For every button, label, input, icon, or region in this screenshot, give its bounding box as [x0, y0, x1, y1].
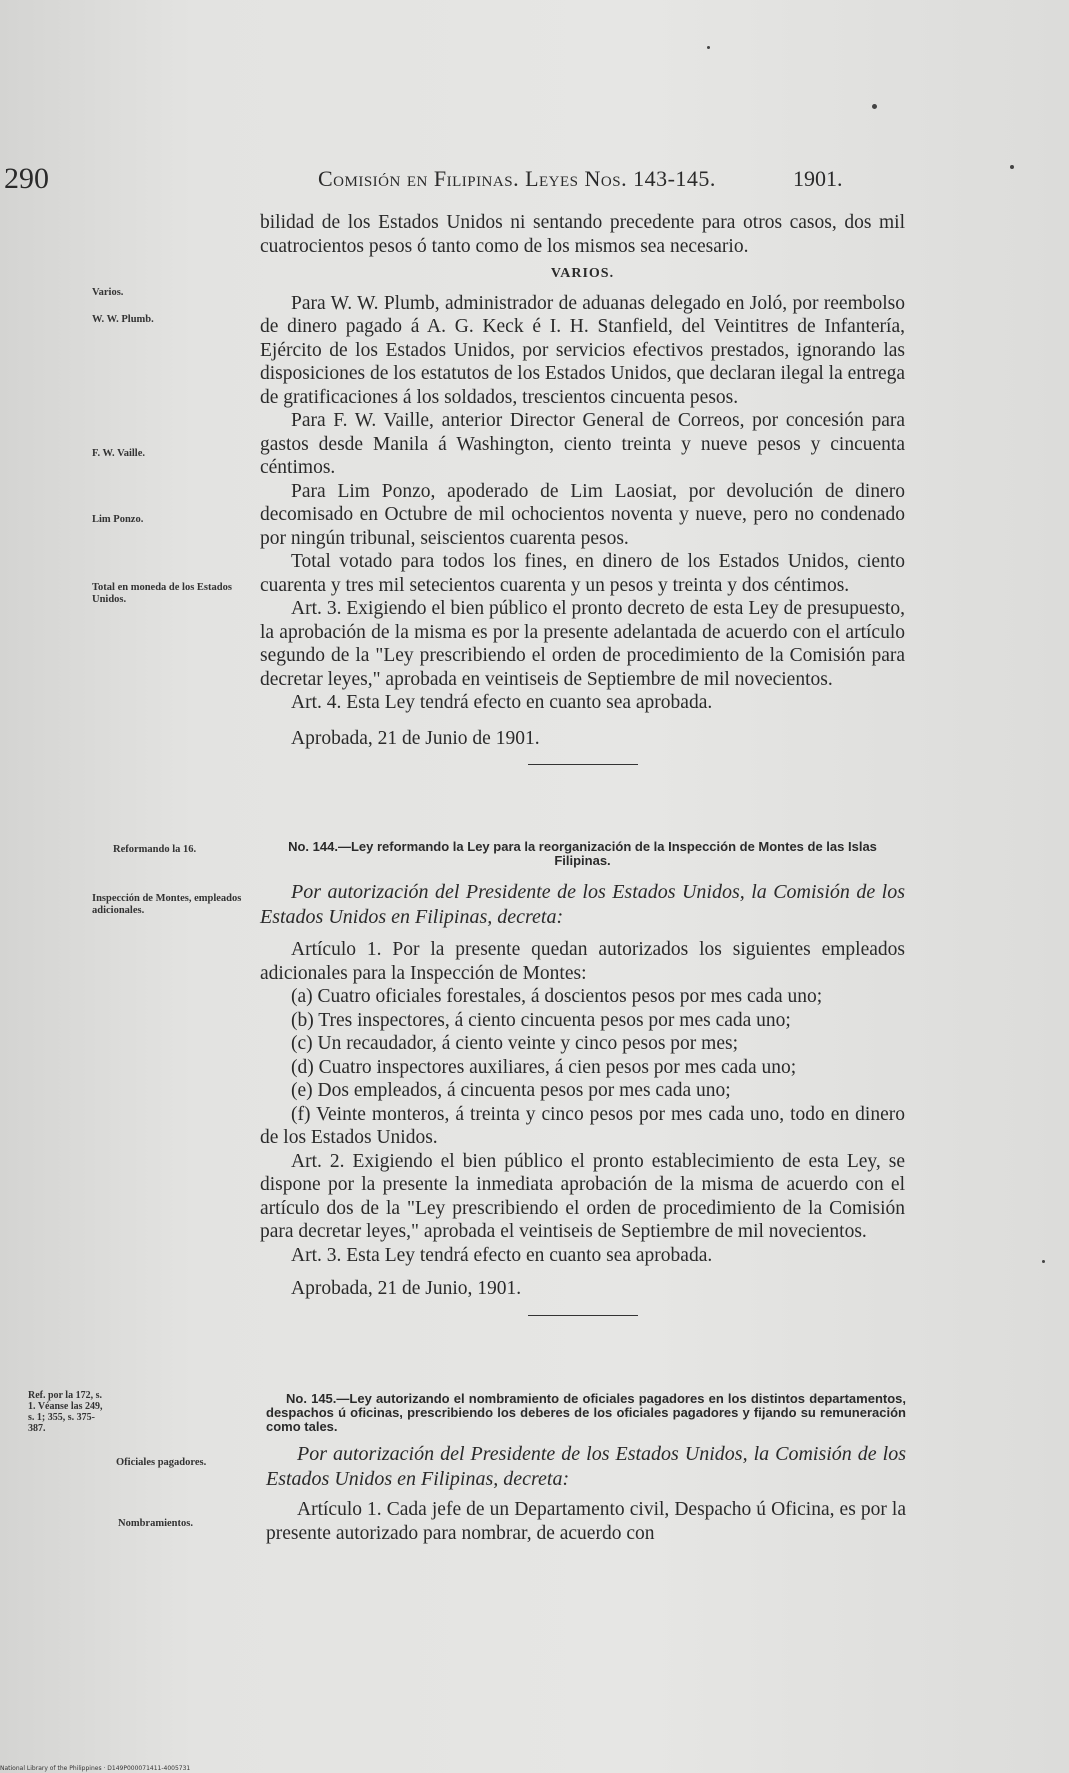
vaille-paragraph: Para F. W. Vaille, anterior Director General de Correos, por concesión para gastos desde Manila á Washington, ciento treinta y nueve pesos y cincuenta céntimos.: [260, 410, 905, 478]
margin-note-vaille: F. W. Vaille.: [92, 448, 146, 459]
margin-note-plumb: W. W. Plumb.: [92, 314, 154, 325]
law-144-article-1: Artículo 1. Por la presente quedan autorizados los siguientes empleados adicionales para la Inspección de Montes:: [260, 939, 905, 984]
margin-note-oficiales: Oficiales pagadores.: [116, 1457, 207, 1468]
margin-note-total: Total en moneda de los Estados Unidos.: [92, 582, 232, 605]
article-3-paragraph: Art. 3. Exigiendo el bien público el pronto decreto de esta Ley de presupuesto, la aprobación de la misma es por la presente adelantada de acuerdo con el artículo segundo de la "Ley prescribiendo el orden de procedimiento de la Comisión para decretar leyes," aprobada en veintiseis de Septiembre de mil novecientos.: [260, 598, 905, 690]
section-divider: [528, 764, 638, 765]
margin-note-varios: Varios.: [92, 287, 124, 298]
margin-note-ponzo: Lim Ponzo.: [92, 514, 144, 525]
law-144-item: (c) Un recaudador, á ciento veinte y cinco pesos por mes;: [291, 1033, 739, 1054]
law-145: [266, 1392, 906, 1545]
body-text-upper: [260, 211, 905, 765]
margin-note-inspeccion: Inspección de Montes, empleados adicionales.: [92, 893, 242, 916]
law-144-article-3: Art. 3. Esta Ley tendrá efecto en cuanto sea aprobada.: [291, 1244, 713, 1266]
law-144-item: (b) Tres inspectores, á ciento cincuenta pesos por mes cada uno;: [291, 1009, 791, 1031]
plumb-paragraph: Para W. W. Plumb, administrador de aduanas delegado en Joló, por reembolso de dinero pagado á A. G. Keck é I. H. Stanfield, del Veintitres de Infantería, Ejército de los Estados Unidos, por servicios efectivos prestados, ignorando las disposiciones de los estatutos de los Estados Unidos, que declaran ilegal la entrega de gratificaciones á los soldados, trescientos cincuenta pesos.: [260, 292, 905, 408]
section-divider: [528, 1315, 638, 1316]
continuation-paragraph: bilidad de los Estados Unidos ni sentando precedente para otros casos, dos mil cuatrocientos pesos ó tanto como de los mismos sea necesario.: [260, 212, 905, 257]
scan-speck: [1010, 165, 1014, 169]
page-number: 290: [4, 162, 49, 195]
varios-heading: VARIOS.: [550, 266, 615, 281]
margin-note-nombramientos: Nombramientos.: [118, 1518, 193, 1529]
law-144-article-2: Art. 2. Exigiendo el bien público el pronto establecimiento de esta Ley, se dispone por la presente la inmediata aprobación de la misma de acuerdo con el artículo dos de la "Ley prescribiendo el orden de procedimiento de la Comisión para decretar leyes," aprobada el veintiseis de Septiembre de mil novecientos.: [260, 1150, 905, 1242]
scan-speck: [872, 104, 877, 109]
law-144-title: No. 144.—Ley reformando la Ley para la reorganización de la Inspección de Montes de las Islas Filipinas.: [288, 839, 877, 868]
approval-date: Aprobada, 21 de Junio de 1901.: [291, 727, 540, 749]
scan-speck: [707, 46, 710, 49]
law-144-enacting-clause: Por autorización del Presidente de los Estados Unidos, la Comisión de los Estados Unidos en Filipinas, decreta:: [260, 881, 905, 928]
law-145-enacting-clause: Por autorización del Presidente de los Estados Unidos, la Comisión de los Estados Unidos en Filipinas, decreta:: [266, 1443, 906, 1490]
article-4-paragraph: Art. 4. Esta Ley tendrá efecto en cuanto sea aprobada.: [291, 692, 713, 713]
margin-note-reformando: Reformando la 16.: [113, 844, 197, 855]
law-145-article-1: Artículo 1. Cada jefe de un Departamento civil, Despacho ú Oficina, es por la presente autorizado para nombrar, de acuerdo con: [266, 1499, 906, 1544]
law-144-item: (f) Veinte monteros, á treinta y cinco pesos por mes cada uno, todo en dinero de los Estados Unidos.: [260, 1103, 905, 1148]
law-144-item: (d) Cuatro inspectores auxiliares, á cien pesos por mes cada uno;: [291, 1056, 797, 1078]
law-144-approval-date: Aprobada, 21 de Junio, 1901.: [291, 1278, 522, 1299]
running-head-year: 1901.: [793, 166, 843, 191]
law-144-item: (e) Dos empleados, á cincuenta pesos por mes cada uno;: [291, 1080, 731, 1101]
scan-footer: National Library of the Philippines · D149P000071411-4005731: [0, 1765, 191, 1772]
running-head: Comisión en Filipinas. Leyes Nos. 143-145.: [318, 166, 716, 191]
ponzo-paragraph: Para Lim Ponzo, apoderado de Lim Laosiat, por devolución de dinero decomisado en Octubre de mil ochocientos noventa y nueve, pero no condenado por ningún tribunal, seiscientos cuarenta pesos.: [260, 480, 905, 549]
law-144: [260, 840, 905, 1316]
law-145-title: No. 145.—Ley autorizando el nombramiento de oficiales pagadores en los distintos departamentos, despachos ú oficinas, prescribiendo los deberes de los oficiales pagadores y fijando su remuneración como tales.: [266, 1391, 906, 1434]
total-paragraph: Total votado para todos los fines, en dinero de los Estados Unidos, ciento cuarenta y tres mil setecientos cuarenta y un pesos y treinta y dos céntimos.: [260, 551, 905, 596]
margin-note-ref: Ref. por la 172, s. 1. Véanse las 249, s. 1; 355, s. 375-387.: [28, 1390, 103, 1434]
scan-speck: [1042, 1260, 1045, 1263]
law-144-item: (a) Cuatro oficiales forestales, á doscientos pesos por mes cada uno;: [291, 986, 823, 1007]
